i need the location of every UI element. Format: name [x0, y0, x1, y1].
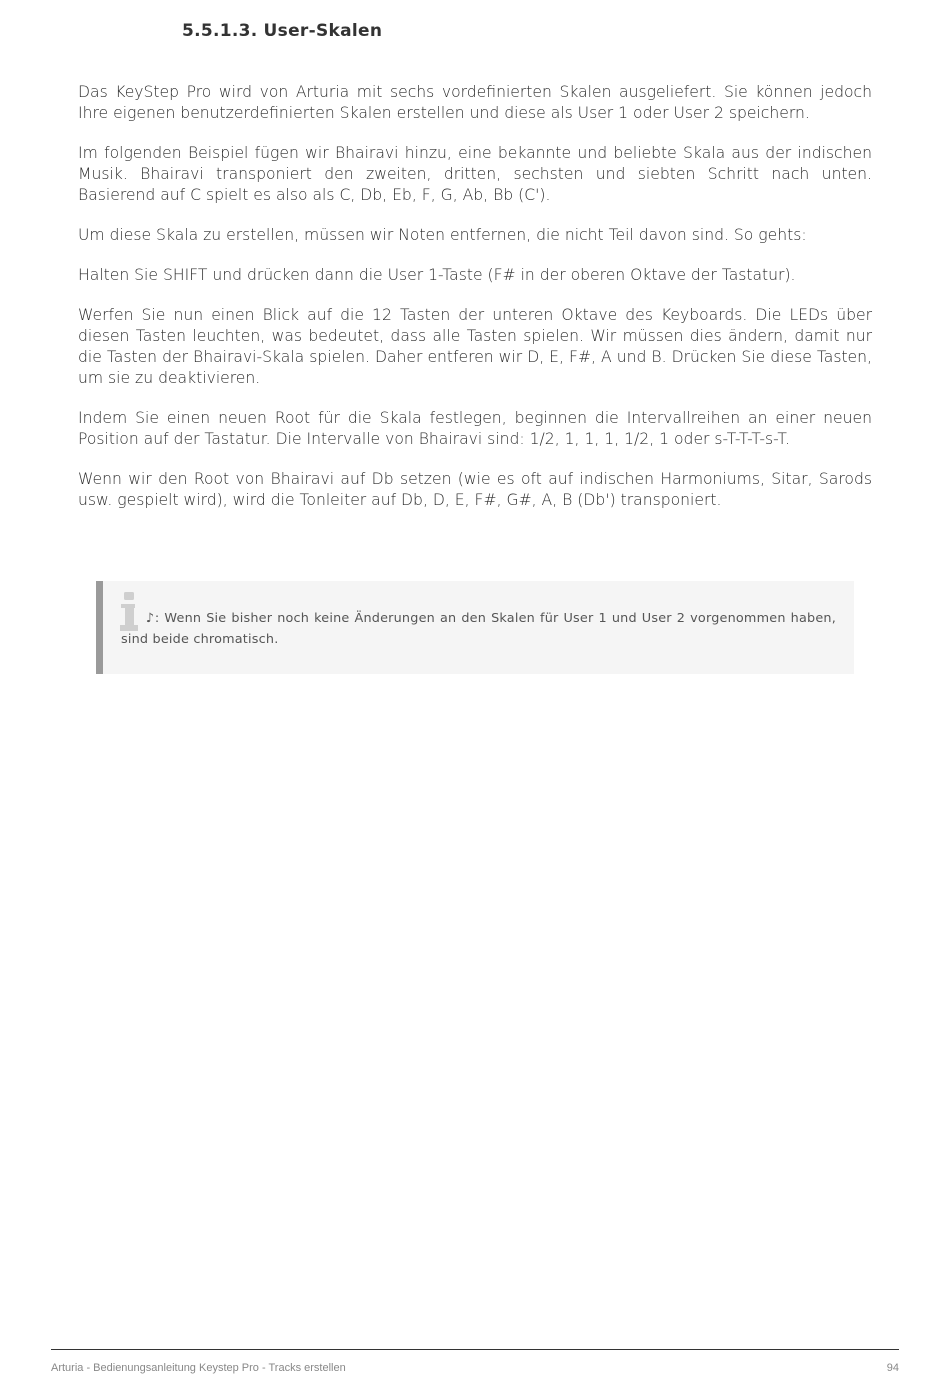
note-box: [96, 581, 854, 674]
note-text: [121, 608, 836, 650]
paragraph-example: Im folgenden Beispiel fügen wir Bhairavi hinzu, eine bekannte und beliebte Skala aus der indischen Musik. Bhairavi transponiert den zweiten, dritten, sechsten und siebten Schritt nach unten. Basierend auf C spielt es also als C, Db, Eb, F, G, Ab, Bb (C').: [78, 144, 872, 204]
paragraph-transpose: Wenn wir den Root von Bhairavi auf Db setzen (wie es oft auf indischen Harmoniums, Sitar, Sarods usw. gespielt wird), wird die Tonleiter auf Db, D, E, F#, G#, A, B (Db') transponiert.: [78, 470, 872, 509]
body-text: [78, 82, 872, 530]
paragraph-step-shift: Halten Sie SHIFT und drücken dann die User 1-Taste (F# in der oberen Oktave der Tastatur).: [78, 266, 796, 284]
section-title: User-Skalen: [263, 21, 383, 41]
page-number: 94: [886, 1362, 899, 1374]
paragraph-intro: Das KeyStep Pro wird von Arturia mit sechs vordefinierten Skalen ausgeliefert. Sie können jedoch Ihre eigenen benutzerdefinierten Skalen erstellen und diese als User 1 oder User 2 speichern.: [78, 83, 872, 122]
paragraph-howto: Um diese Skala zu erstellen, müssen wir Noten entfernen, die nicht Teil davon sind. So gehts:: [78, 226, 807, 244]
footer-title: Arturia - Bedienungsanleitung Keystep Pro - Tracks erstellen: [51, 1362, 346, 1374]
paragraph-step-keys: Werfen Sie nun einen Blick auf die 12 Tasten der unteren Oktave des Keyboards. Die LEDs über diesen Tasten leuchten, was bedeutet, dass alle Tasten spielen. Wir müssen dies ändern, damit nur die Tasten der Bhairavi-Skala spielen. Daher entferen wir D, E, F#, A und B. Drücken Sie diese Tasten, um sie zu deaktivieren.: [78, 306, 872, 387]
section-number: 5.5.1.3.: [182, 21, 258, 41]
footer-divider: [51, 1349, 899, 1350]
note-text-content: ♪: Wenn Sie bisher noch keine Änderungen an den Skalen für User 1 und User 2 vorgenommen haben, sind beide chromatisch.: [121, 611, 836, 647]
note-accent-bar: [96, 581, 103, 674]
section-heading: [182, 21, 382, 41]
paragraph-root: Indem Sie einen neuen Root für die Skala festlegen, beginnen die Intervallreihen an einer neuen Position auf der Tastatur. Die Intervalle von Bhairavi sind: 1/2, 1, 1, 1, 1/2, 1 oder s-T-T-T-s-T.: [78, 409, 872, 448]
